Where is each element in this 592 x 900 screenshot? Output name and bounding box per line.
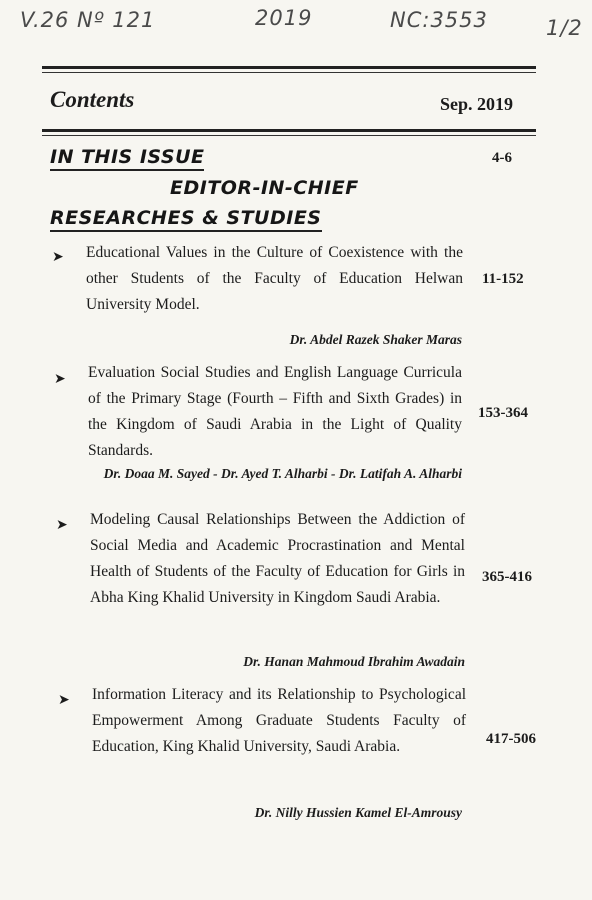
header-rule-thin bbox=[42, 135, 536, 136]
header-rule-thick bbox=[42, 129, 536, 132]
in-this-issue-pages: 4-6 bbox=[492, 150, 512, 166]
entry-title-2: Evaluation Social Studies and English Language Curricula of the Primary Stage (Fourth – Fifth and Sixth Grades) in the Kingdom of Saudi Arabia in the Light of Quality Standards. bbox=[88, 364, 462, 459]
entry-pages-3: 365-416 bbox=[482, 569, 532, 585]
entry-pages-2: 153-364 bbox=[478, 405, 528, 421]
entry-author-2: Dr. Doaa M. Sayed - Dr. Ayed T. Alharbi - Dr. Latifah A. Alharbi bbox=[103, 466, 462, 481]
entry-author-1: Dr. Abdel Razek Shaker Maras bbox=[289, 332, 462, 347]
entry-title-4: Information Literacy and its Relationship to Psychological Empowerment Among Graduate Students Faculty of Education, King Khalid University, Saudi Arabia. bbox=[92, 686, 466, 755]
top-rule-thin bbox=[42, 72, 536, 73]
entry-pages-1: 11-152 bbox=[482, 271, 524, 287]
entry-pages-4: 417-506 bbox=[486, 731, 536, 747]
top-rule-thick bbox=[42, 66, 536, 69]
entry-bullet-4: ➤ bbox=[58, 692, 70, 708]
researches-studies-heading: RESEARCHES & STUDIES bbox=[50, 207, 322, 232]
entry-title-3: Modeling Causal Relationships Between the Addiction of Social Media and Academic Procrastination and Mental Health of Students of the Faculty of Education for Girls in Abha King Khalid University in Kingdom Saudi Arabia. bbox=[90, 511, 465, 606]
handwritten-code: NC:3553 bbox=[390, 8, 488, 32]
entry-bullet-3: ➤ bbox=[56, 517, 68, 533]
editor-in-chief-heading: EDITOR-IN-CHIEF bbox=[170, 177, 359, 199]
entry-bullet-2: ➤ bbox=[54, 371, 66, 387]
contents-title: Contents bbox=[50, 87, 135, 112]
handwritten-fraction: 1/2 bbox=[546, 16, 583, 40]
issue-date: Sep. 2019 bbox=[440, 94, 514, 114]
entry-title-1: Educational Values in the Culture of Coexistence with the other Students of the Faculty of Education Helwan University Model. bbox=[86, 244, 463, 313]
entry-author-4: Dr. Nilly Hussien Kamel El-Amrousy bbox=[254, 805, 462, 820]
handwritten-volume: V.26 Nº 121 bbox=[20, 8, 156, 32]
handwritten-year: 2019 bbox=[255, 6, 313, 30]
in-this-issue-heading: IN THIS ISSUE bbox=[50, 146, 204, 171]
entry-bullet-1: ➤ bbox=[52, 249, 64, 265]
entry-author-3: Dr. Hanan Mahmoud Ibrahim Awadain bbox=[243, 654, 465, 669]
